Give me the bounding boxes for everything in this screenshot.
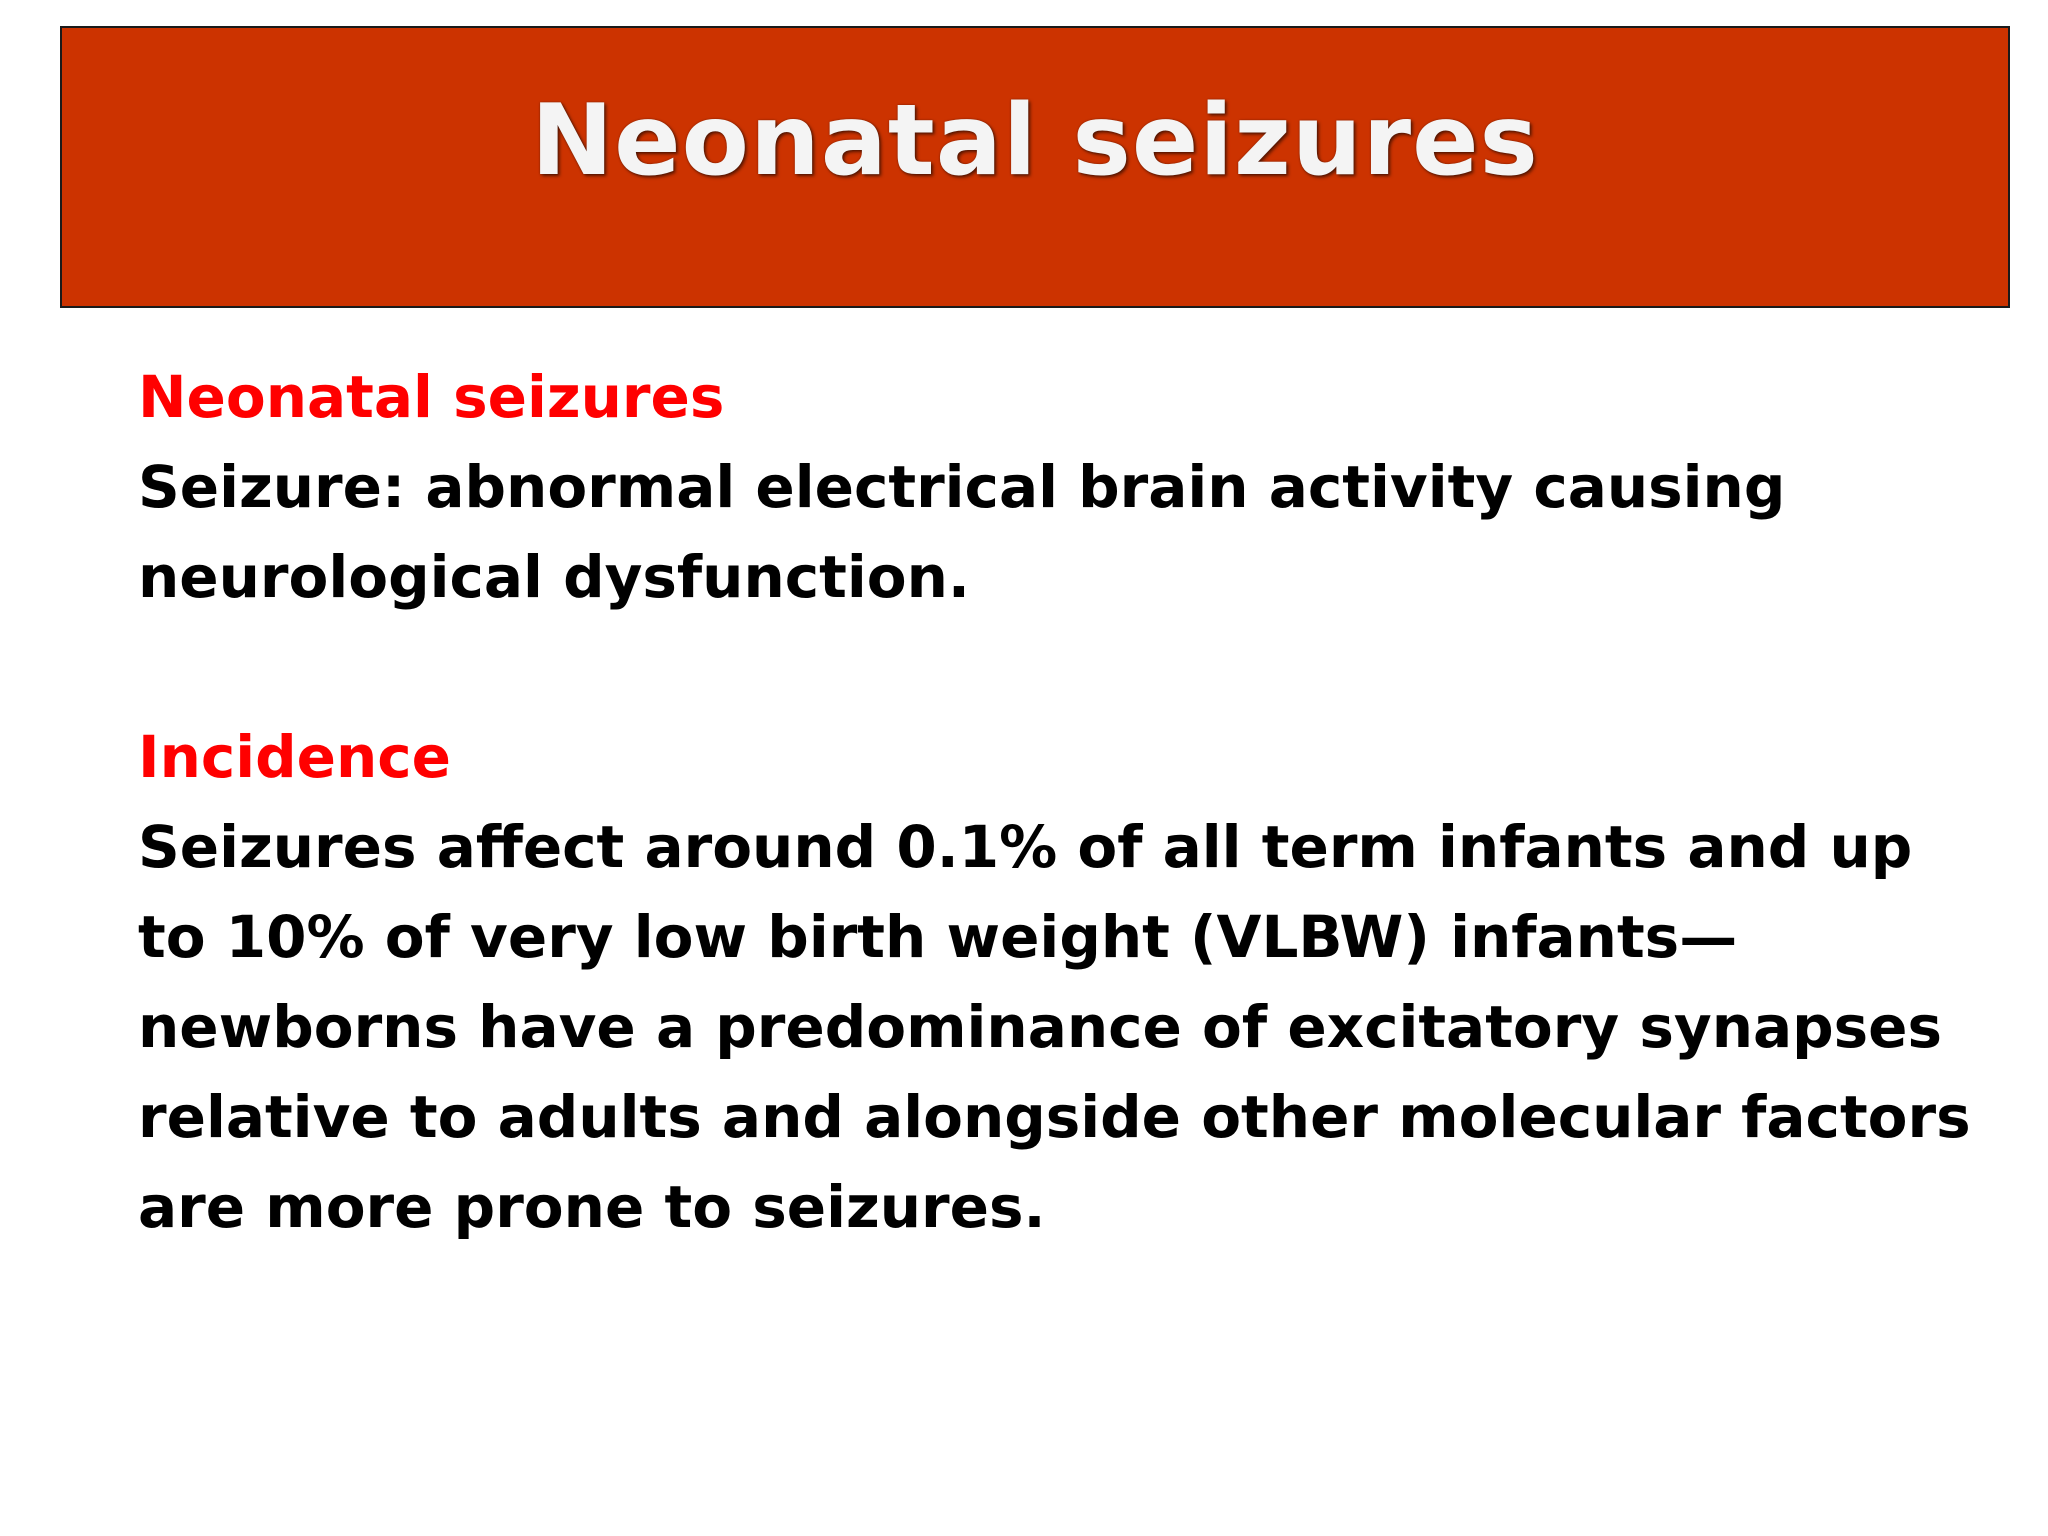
incidence-line-5: are more prone to seizures. (138, 1173, 1046, 1241)
slide-content (138, 352, 1978, 1252)
title-banner (60, 26, 2010, 308)
section-spacer (138, 622, 1978, 712)
incidence-line-3: newborns have a predominance of excitatory synapses (138, 993, 1943, 1061)
definition-line-2: neurological dysfunction. (138, 543, 970, 611)
section-heading-incidence: Incidence (138, 723, 451, 791)
section-heading-neonatal-seizures: Neonatal seizures (138, 363, 725, 431)
definition-line-1: Seizure: abnormal electrical brain activity causing (138, 453, 1786, 521)
incidence-line-2: to 10% of very low birth weight (VLBW) infants— (138, 903, 1738, 971)
incidence-line-4: relative to adults and alongside other molecular factors (138, 1083, 1971, 1151)
slide-title: Neonatal seizures (531, 84, 1539, 198)
incidence-line-1: Seizures affect around 0.1% of all term infants and up (138, 813, 1913, 881)
